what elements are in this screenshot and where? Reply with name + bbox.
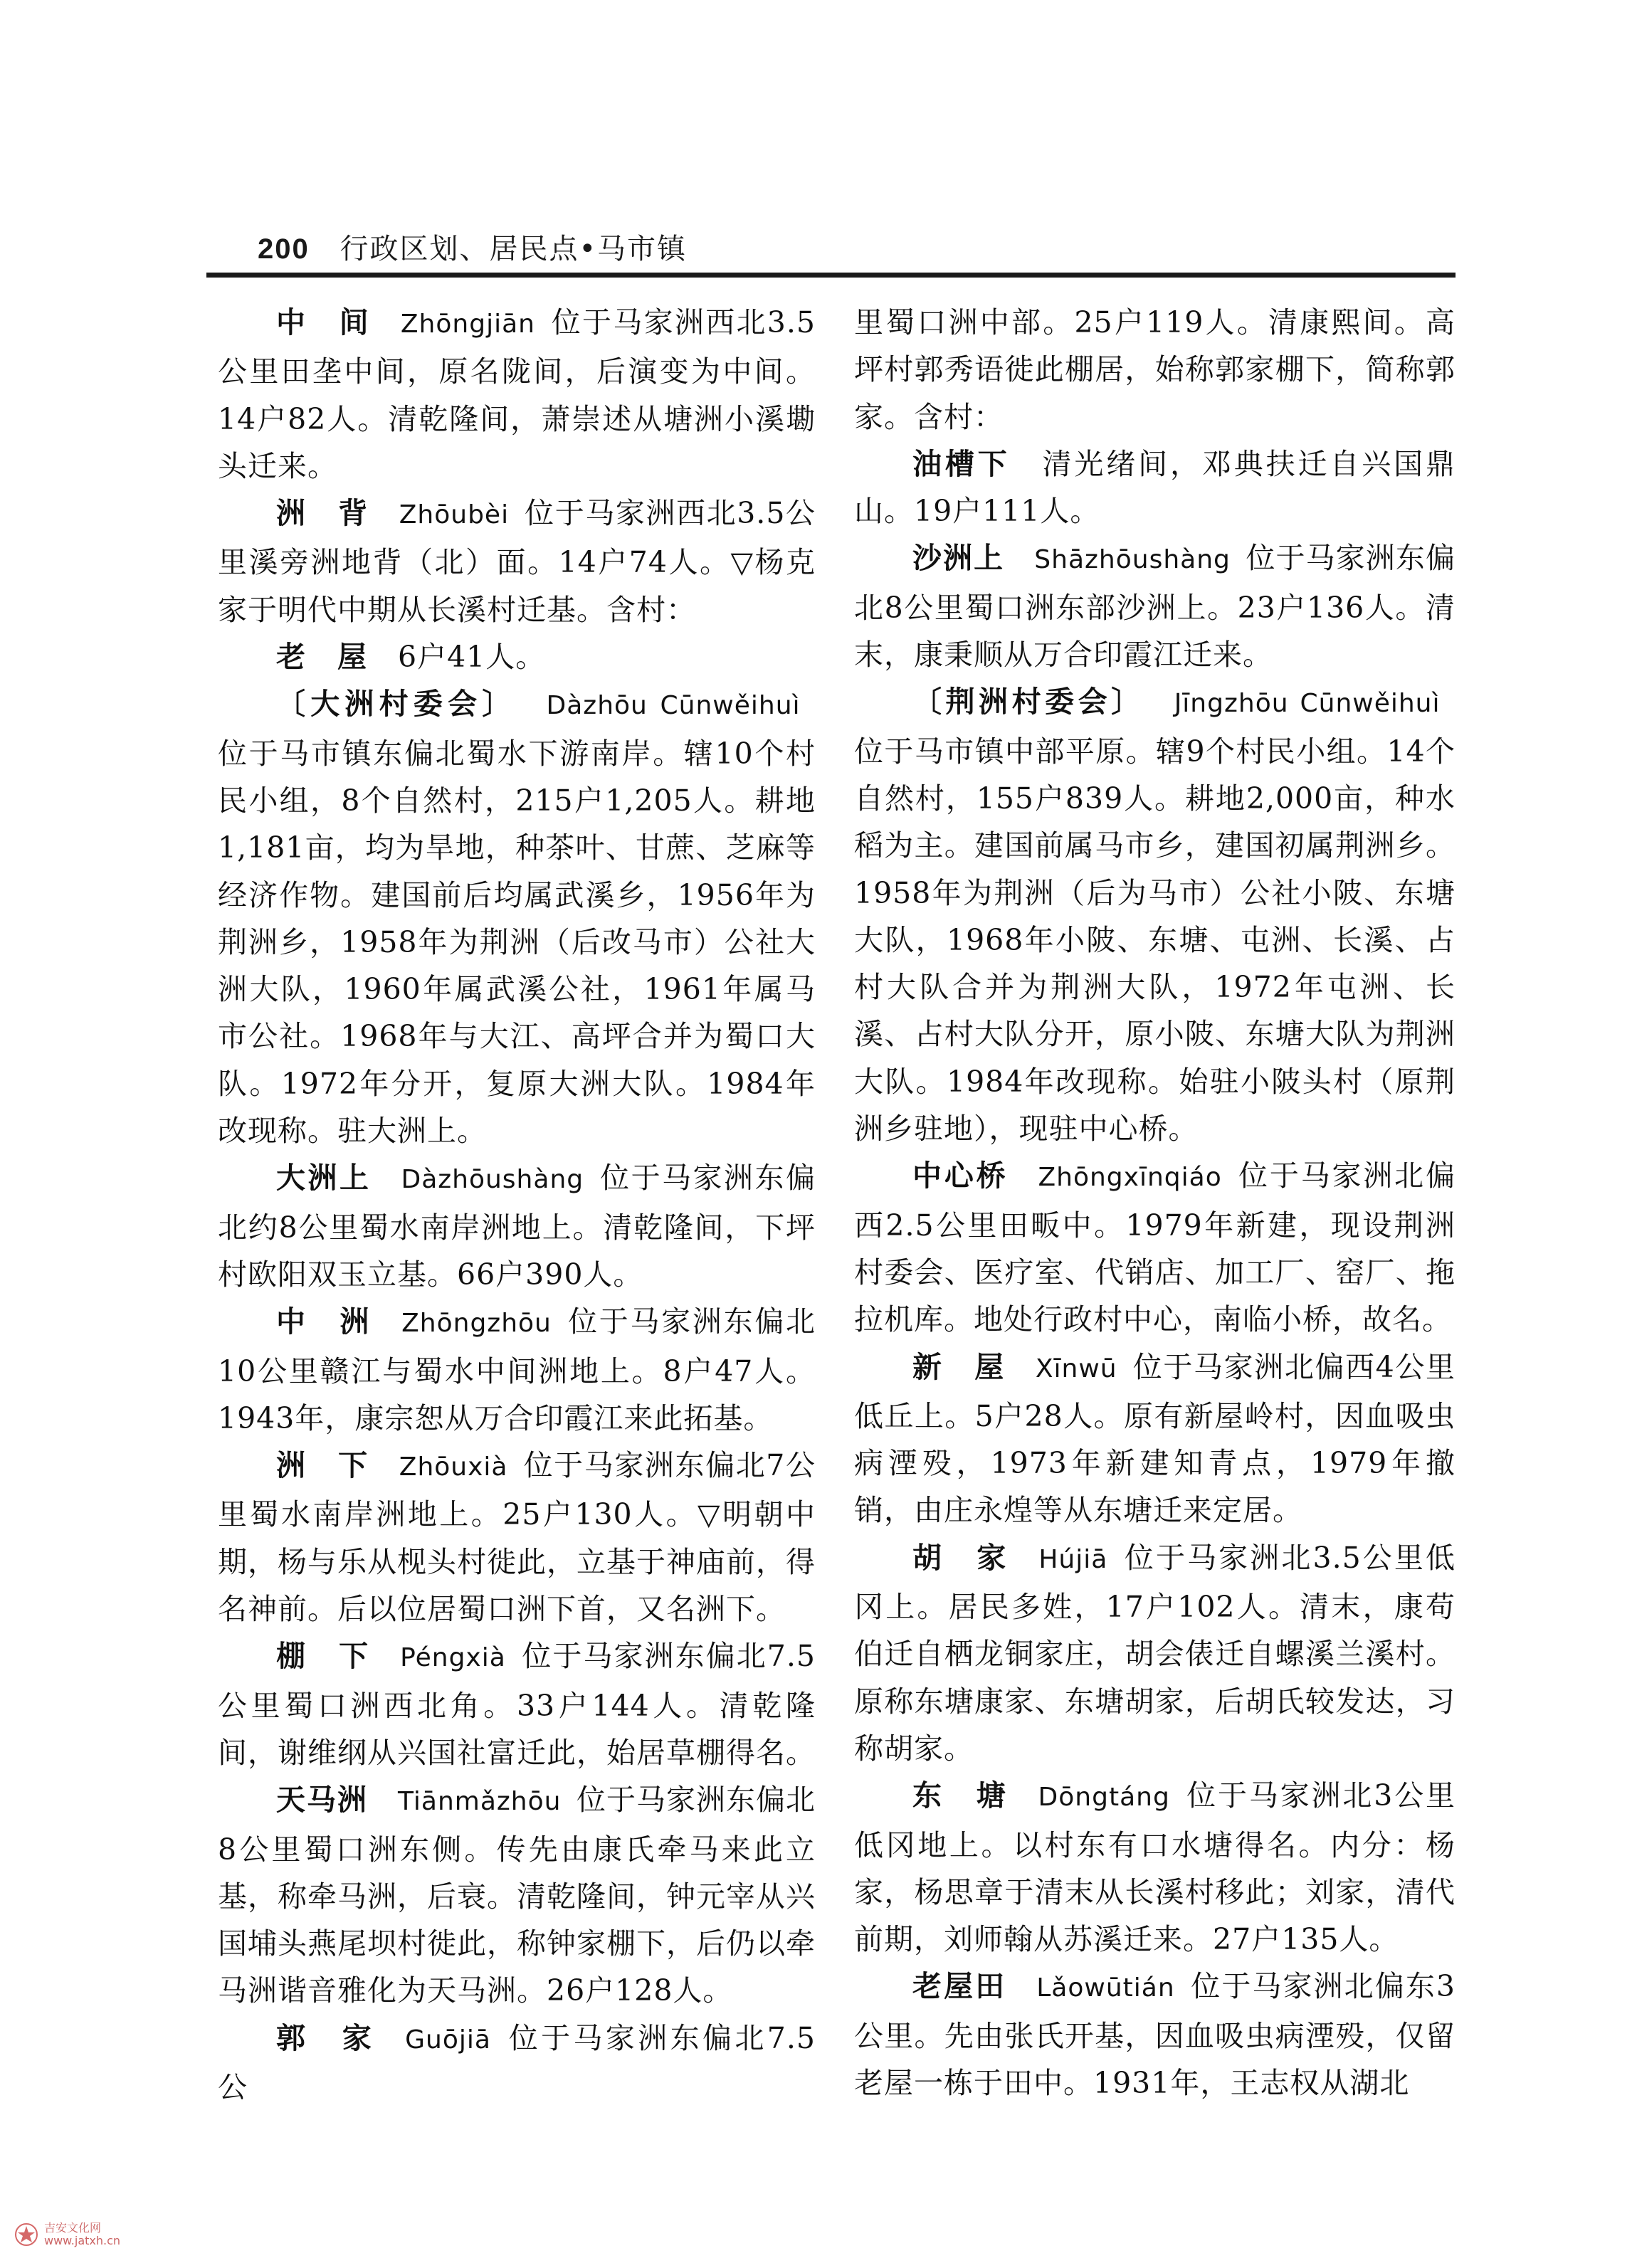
entry-pinyin: Hújiā [1038,1544,1108,1574]
entry-pinyin: Dàzhōushàng [401,1165,584,1195]
entry-paragraph [854,299,1456,441]
entry-paragraph [218,490,816,633]
entry-text: 里蜀口洲中部。25户119人。清康熙间。高坪村郭秀语徙此棚居，始称郭家棚下，简称郭家。含村： [854,305,1456,434]
entry-paragraph [218,1154,816,1298]
entry-pinyin: Lǎowūtián [1036,1973,1175,2003]
entry-pinyin: Zhōubèi [399,500,510,530]
entry-text: 位于马家洲东偏北8公里蜀口洲东部沙洲上。23户136人。清末，康秉顺从万合印霞江迁来。 [854,541,1456,673]
entry-pinyin: Xīnwū [1035,1354,1117,1383]
entry-text: 位于马市镇东偏北蜀水下游南岸。辖10个村民小组，8个自然村，215户1,205人。耕地1,181亩，均为旱地，种茶叶、甘蔗、芝麻等经济作物。建国前后均属武溪乡，1956年为荆洲乡，1958年为荆洲（后改马市）公社大洲大队，1960年属武溪公社，1961年属马市公社。1968年与大江、高坪合并为蜀口大队。1972年分开，复原大洲大队。1984年改现称。驻大洲上。 [218,736,816,1149]
entry-text: 清光绪间，邓典扶迁自兴国鼎山。19户111人。 [854,446,1456,529]
entry-paragraph [218,299,816,490]
entry-paragraph [218,1776,816,2014]
entry-paragraph [218,1633,816,1776]
entry-paragraph [854,441,1456,535]
entry-text: 位于马家洲西北3.5公里溪旁洲地背（北）面。14户74人。▽杨克家于明代中期从长溪村迁基。含村： [218,496,816,627]
entry-paragraph [218,2015,816,2111]
header-rule [206,273,1456,278]
entry-paragraph [854,1152,1456,1343]
page-header [258,226,687,267]
entry-pinyin: Shāzhōushàng [1034,545,1231,575]
entry-pinyin: Jīngzhōu Cūnwěihuì [1174,689,1441,719]
entry-pinyin: Zhōngzhōu [401,1309,552,1339]
entry-paragraph [854,1963,1456,2106]
entry-text: 位于马家洲北3公里低冈地上。以村东有口水塘得名。内分：杨家，杨思章于清末从长溪村移此；刘家，清代前期，刘师翰从苏溪迁来。27户135人。 [854,1778,1456,1957]
entry-text: 位于马家洲北偏西2.5公里田畈中。1979年新建，现设荆洲村委会、医疗室、代销店、加工厂、窑厂、拖拉机库。地处行政村中心，南临小桥，故名。 [854,1159,1456,1337]
entry-text: 6户41人。 [398,640,546,675]
entry-headword: 沙洲上 [912,541,1005,576]
entry-headword: 天马洲 [276,1783,369,1818]
entry-paragraph [854,534,1456,678]
entry-headword: 中 间 [276,305,371,339]
entry-text: 位于马家洲北偏西4公里低丘上。5户28人。原有新屋岭村，因血吸虫病湮殁，1973年新建知青点，1979年撤销，由庄永煌等从东塘迁来定居。 [854,1349,1456,1528]
entry-pinyin: Dōngtáng [1038,1783,1170,1813]
entry-paragraph [854,1344,1456,1534]
entry-text: 位于马家洲东偏北7.5公里蜀口洲西北角。33户144人。清乾隆间，谢维纲从兴国社富迁此，始居草棚得名。 [218,1639,816,1770]
watermark [14,2222,120,2247]
entry-text: 位于马家洲西北3.5公里田垄中间，原名陇间，后演变为中间。14户82人。清乾隆间，萧崇述从塘洲小溪墈头迁来。 [218,305,816,483]
entry-paragraph [854,1772,1456,1963]
entry-headword: 中心桥 [912,1159,1009,1193]
entry-headword: 胡 家 [912,1540,1009,1575]
right-column [854,299,1456,2106]
entry-text: 位于马家洲东偏北约8公里蜀水南岸洲地上。清乾隆间，下坪村欧阳双玉立基。66户390人。 [218,1161,816,1292]
entry-pinyin: Tiānmǎzhōu [398,1787,562,1817]
entry-pinyin: Zhōuxià [399,1452,508,1482]
entry-paragraph [218,633,816,680]
star-logo-icon [14,2222,38,2247]
watermark-name: 吉安文化网 [44,2221,102,2235]
entry-headword: 大洲上 [276,1161,372,1196]
entry-text: 位于马家洲东偏北10公里赣江与蜀水中间洲地上。8户47人。1943年，康宗恕从万合印霞江来此拓基。 [218,1304,816,1435]
page-number: 200 [258,233,310,265]
entry-headword: 新 屋 [912,1349,1006,1384]
entry-text: 位于马家洲东偏北8公里蜀口洲东侧。传先由康氏牵马来此立基，称牵马洲，后衰。清乾隆间，钟元宰从兴国埔头燕尾坝村徙此，称钟家棚下，后仍以牵马洲谐音雅化为天马洲。26户128人。 [218,1783,816,2008]
entry-headword: 中 洲 [276,1304,372,1339]
entry-headword: 老 屋 [276,640,368,675]
entry-headword: 油槽下 [912,446,1011,481]
entry-text: 位于马家洲北3.5公里低冈上。居民多姓，17户102人。清末，康苟伯迁自栖龙铜家庄，胡会俵迁自螺溪兰溪村。原称东塘康家、东塘胡家，后胡氏较发达，习称胡家。 [854,1540,1456,1766]
entry-headword: 老屋田 [912,1969,1007,2004]
entry-pinyin: Guōjiā [405,2025,491,2055]
entry-pinyin: Zhōngjiān [400,310,535,339]
entry-paragraph [218,1298,816,1442]
entry-text: 位于马家洲东偏北7.5公 [218,2020,816,2104]
entry-pinyin: Dàzhōu Cūnwěihuì [546,691,801,721]
entry-text: 位于马家洲东偏北7公里蜀水南岸洲地上。25户130人。▽明朝中期，杨与乐从枧头村徙此，立基于神庙前，得名神前。后以位居蜀口洲下首，又名洲下。 [218,1448,816,1627]
entry-headword: 〔荆洲村委会〕 [912,685,1144,719]
watermark-url: www.jatxh.cn [44,2234,121,2247]
entry-paragraph [218,1442,816,1633]
running-title: 行政区划、居民点•马市镇 [339,233,688,265]
entry-paragraph [854,678,1456,1152]
entry-paragraph [854,1534,1456,1772]
entry-headword: 郭 家 [276,2020,376,2055]
entry-text: 位于马家洲北偏东3公里。先由张氏开基，因血吸虫病湮殁，仅留老屋一栋于田中。1931年，王志权从湖北 [854,1969,1456,2100]
entry-headword: 〔大洲村委会〕 [276,687,517,722]
left-column [218,299,816,2111]
entry-pinyin: Péngxià [400,1643,506,1673]
entry-headword: 棚 下 [276,1639,371,1674]
entry-pinyin: Zhōngxīnqiáo [1038,1163,1222,1193]
entry-text: 位于马市镇中部平原。辖9个村民小组。14个自然村，155户839人。耕地2,000亩，种水稻为主。建国前属马市乡，建国初属荆洲乡。1958年为荆洲（后为马市）公社小陂、东塘大队，1968年小陂、东塘、屯洲、长溪、占村大队合并为荆洲大队，1972年屯洲、长溪、占村大队分开，原小陂、东塘大队为荆洲大队。1984年改现称。始驻小陂头村（原荆洲乡驻地），现驻中心桥。 [854,734,1456,1146]
entry-headword: 洲 背 [276,496,369,531]
entry-headword: 洲 下 [276,1448,369,1483]
entry-headword: 东 塘 [912,1778,1009,1813]
entry-paragraph [218,680,816,1154]
